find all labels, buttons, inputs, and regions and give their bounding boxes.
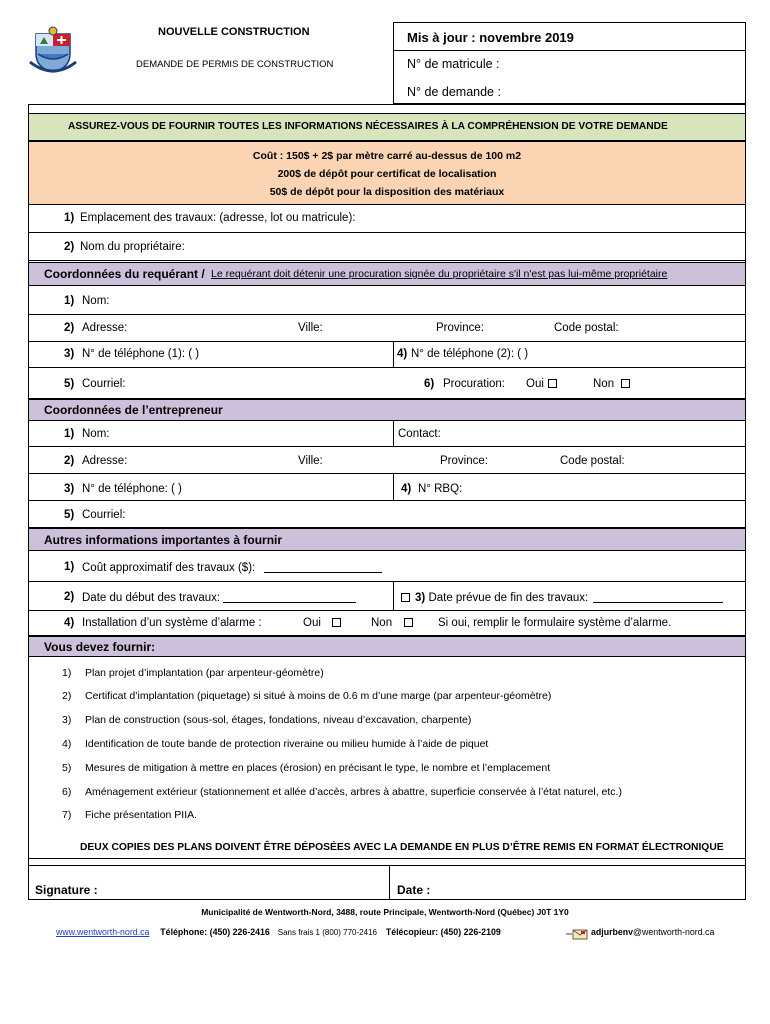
end-blank[interactable]: [593, 591, 723, 603]
ent-address-num: 2): [64, 455, 75, 467]
non-checkbox[interactable]: [621, 379, 630, 388]
start-blank[interactable]: [223, 591, 356, 603]
ent-contact-field[interactable]: Contact:: [398, 428, 441, 440]
form-subtitle: DEMANDE DE PERMIS DE CONSTRUCTION: [136, 59, 334, 70]
req-phone2-field[interactable]: N° de téléphone (2): ( ): [411, 348, 529, 360]
location-field[interactable]: Emplacement des travaux: (adresse, lot ou matricule):: [80, 212, 356, 224]
ent-rbq-field[interactable]: N° RBQ:: [418, 483, 463, 495]
signature-field[interactable]: Signature :: [35, 883, 98, 897]
website-link[interactable]: www.wentworth-nord.ca: [56, 927, 150, 937]
req-phone1-field[interactable]: N° de téléphone (1): ( ): [82, 348, 200, 360]
phone-label: Téléphone:: [160, 927, 208, 937]
req-address-field[interactable]: Adresse:: [82, 322, 128, 334]
form-title: NOUVELLE CONSTRUCTION: [158, 26, 310, 38]
fax-number: (450) 226-2109: [440, 927, 501, 937]
footer-contact-line: [56, 927, 501, 937]
alarm-oui-label: Oui: [303, 617, 321, 629]
location-num: 1): [64, 212, 75, 224]
envelope-icon: [566, 927, 588, 938]
owner-field[interactable]: Nom du propriétaire:: [80, 241, 185, 253]
req-procuration-non[interactable]: [593, 378, 630, 390]
demande-field[interactable]: N° de demande :: [407, 85, 501, 99]
alarm-non-label: Non: [371, 617, 393, 629]
cost-label: Coût approximatif des travaux ($):: [82, 562, 256, 574]
alarm-oui-checkbox[interactable]: [332, 618, 341, 627]
end-checkbox[interactable]: [401, 593, 410, 602]
req-procuration-num: 6): [424, 378, 435, 390]
start-label: Date du début des travaux:: [82, 592, 221, 604]
copies-notice: DEUX COPIES DES PLANS DOIVENT ÊTRE DÉPOSÉES AVEC LA DEMANDE EN PLUS D’ÊTRE REMIS EN FORMAT ÉLECTRONIQUE: [80, 842, 724, 853]
requerant-title: Coordonnées du requérant /: [44, 267, 205, 281]
email-user: adjurbenv: [591, 927, 634, 937]
req-procuration-oui[interactable]: [526, 378, 557, 390]
req-address-num: 2): [64, 322, 75, 334]
autres-title: Autres informations importantes à fournir: [44, 533, 283, 547]
req-phone1-num: 3): [64, 348, 75, 360]
ent-city-field[interactable]: Ville:: [298, 455, 323, 467]
matricule-field[interactable]: N° de matricule :: [407, 57, 500, 71]
req-city-field[interactable]: Ville:: [298, 322, 323, 334]
date-field[interactable]: Date :: [397, 883, 431, 897]
phone-number: (450) 226-2416: [209, 927, 270, 937]
req-email-field[interactable]: Courriel:: [82, 378, 126, 390]
cost-num: 1): [64, 561, 75, 573]
footer-address: Municipalité de Wentworth-Nord, 3488, route Principale, Wentworth-Nord (Québec) J0T 1Y0: [201, 907, 569, 917]
municipal-crest-icon: [28, 24, 78, 76]
email-domain: @wentworth-nord.ca: [633, 927, 715, 937]
end-label: Date prévue de fin des travaux:: [428, 592, 589, 604]
requerant-note: Le requérant doit détenir une procuration signée du propriétaire s'il n'est pas lui-même propriétaire: [211, 268, 668, 280]
req-email-num: 5): [64, 378, 75, 390]
ent-name-field[interactable]: Nom:: [82, 428, 110, 440]
ent-email-field[interactable]: Courriel:: [82, 509, 126, 521]
start-field[interactable]: [82, 591, 356, 604]
end-field[interactable]: 3) Date prévue de fin des travaux:: [401, 591, 723, 604]
fournir-title: Vous devez fournir:: [44, 640, 156, 654]
ent-province-field[interactable]: Province:: [440, 455, 488, 467]
req-name-field[interactable]: Nom:: [82, 295, 110, 307]
alarm-non[interactable]: [371, 617, 413, 629]
cost-blank[interactable]: [264, 561, 382, 573]
alarm-non-checkbox[interactable]: [404, 618, 413, 627]
cost-line-3: 50$ de dépôt pour la disposition des matériaux: [269, 186, 505, 198]
ent-postal-field[interactable]: Code postal:: [560, 455, 625, 467]
notice-text: ASSUREZ-VOUS DE FOURNIR TOUTES LES INFORMATIONS NÉCESSAIRES À LA COMPRÉHENSION DE VOTRE DEMANDE: [68, 121, 668, 132]
entrepreneur-title: Coordonnées de l’entrepreneur: [44, 403, 223, 417]
oui-label: Oui: [526, 378, 544, 390]
cost-line-1: Coût : 150$ + 2$ par mètre carré au-dessus de 100 m2: [252, 150, 522, 162]
start-num: 2): [64, 591, 75, 603]
updated-date: Mis à jour : novembre 2019: [407, 30, 574, 45]
non-label: Non: [593, 378, 615, 390]
tollfree-number: Sans frais 1 (800) 770-2416: [277, 928, 377, 937]
ent-name-num: 1): [64, 428, 75, 440]
fax-label: Télécopieur:: [385, 927, 439, 937]
req-phone2-num: 4): [397, 348, 408, 360]
oui-checkbox[interactable]: [548, 379, 557, 388]
cost-line-2: 200$ de dépôt pour certificat de localisation: [277, 168, 497, 180]
ent-phone-num: 3): [64, 483, 75, 495]
footer-email[interactable]: [591, 927, 714, 937]
owner-num: 2): [64, 241, 75, 253]
alarm-label: Installation d’un système d’alarme :: [82, 617, 262, 629]
req-province-field[interactable]: Province:: [436, 322, 484, 334]
ent-address-field[interactable]: Adresse:: [82, 455, 128, 467]
ent-rbq-num: 4): [401, 483, 412, 495]
alarm-oui[interactable]: [303, 617, 341, 629]
req-postal-field[interactable]: Code postal:: [554, 322, 619, 334]
cost-field[interactable]: [82, 561, 382, 574]
alarm-note: Si oui, remplir le formulaire système d’alarme.: [438, 617, 672, 629]
alarm-num: 4): [64, 617, 75, 629]
ent-email-num: 5): [64, 509, 75, 521]
ent-phone-field[interactable]: N° de téléphone: ( ): [82, 483, 182, 495]
req-procuration-label: Procuration:: [443, 378, 506, 390]
req-name-num: 1): [64, 295, 75, 307]
